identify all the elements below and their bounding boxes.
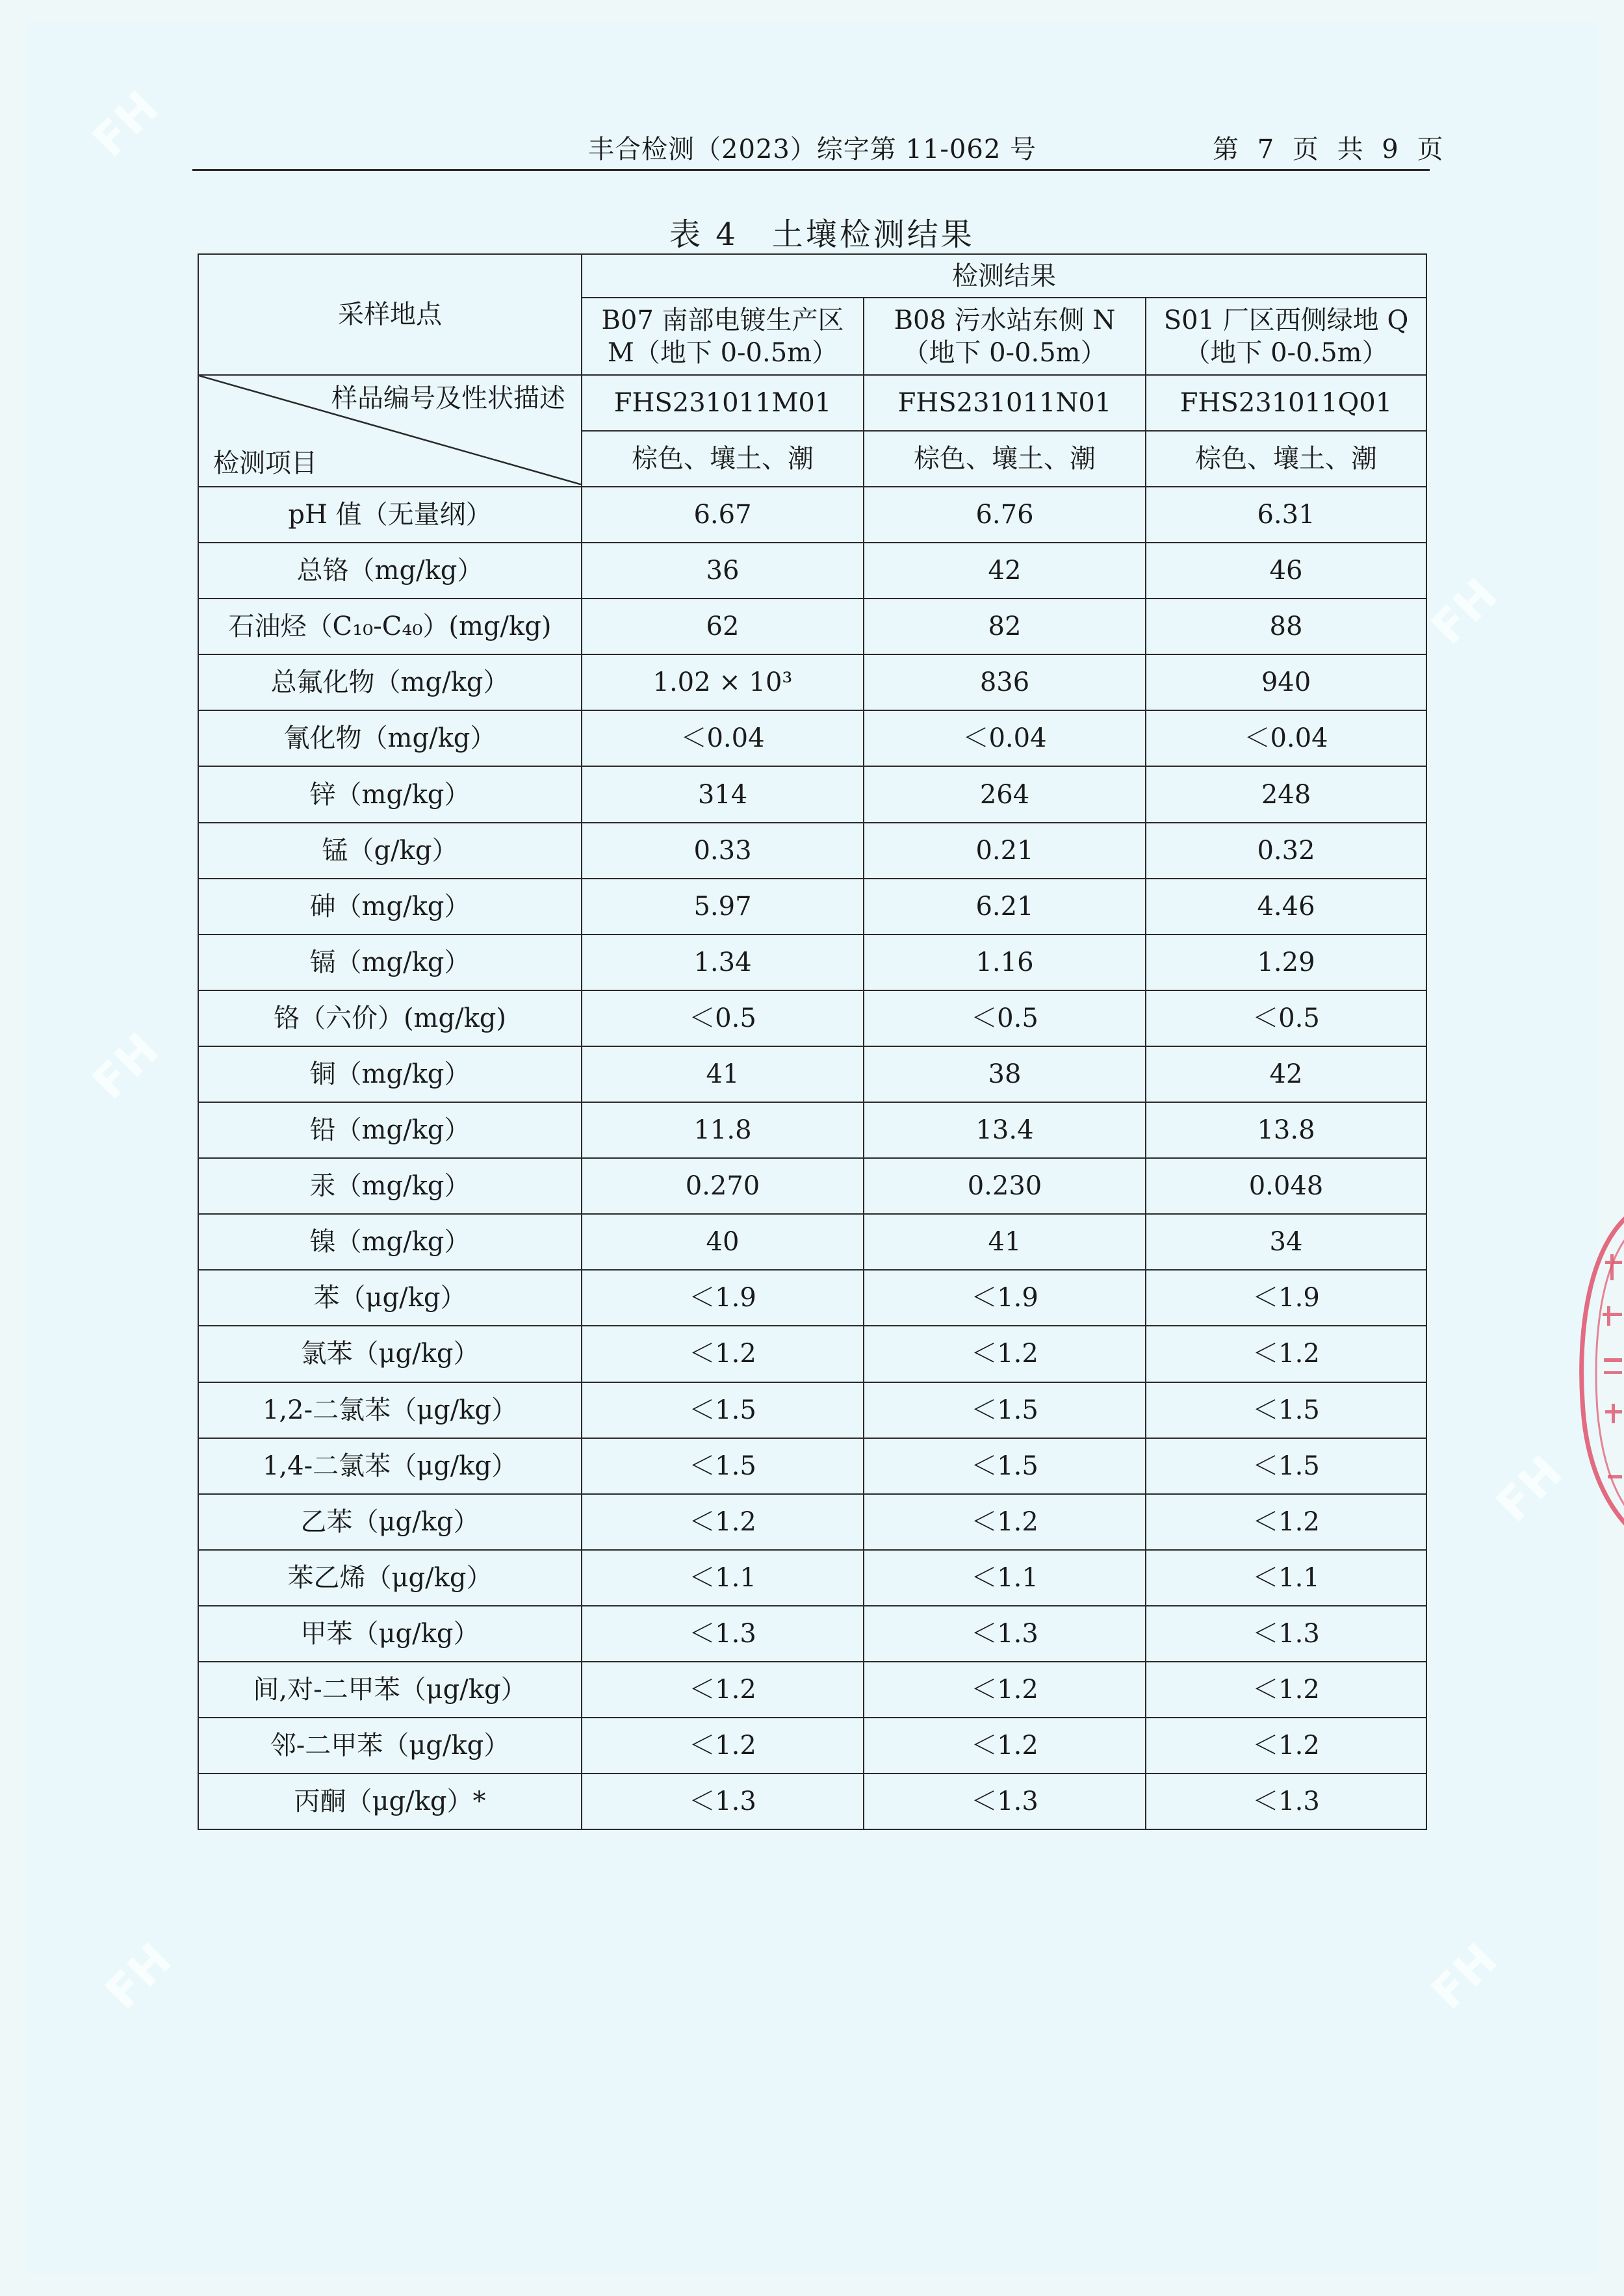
table-row: [198, 1214, 1426, 1270]
result-value-cell: 264: [864, 766, 1146, 822]
result-value-cell: ＜1.2: [1146, 1494, 1426, 1550]
table-row: [198, 1102, 1426, 1158]
result-value-cell: ＜1.5: [582, 1382, 864, 1438]
test-item-cell: 锌（mg/kg）: [198, 766, 582, 822]
table-row: [198, 1438, 1426, 1494]
watermark: FH: [82, 1023, 169, 1110]
table-row: [198, 487, 1426, 543]
result-value-cell: 1.34: [582, 935, 864, 990]
test-item-cell: 氯苯（μg/kg）: [198, 1326, 582, 1382]
result-value-cell: 62: [582, 599, 864, 654]
results-header: 检测结果: [582, 254, 1426, 298]
result-value-cell: 41: [582, 1046, 864, 1102]
result-value-cell: ＜0.04: [864, 710, 1146, 766]
sample-desc-cell: 棕色、壤土、潮: [582, 431, 864, 487]
test-item-cell: 苯（μg/kg）: [198, 1270, 582, 1326]
result-value-cell: 6.76: [864, 487, 1146, 543]
table-row: [198, 823, 1426, 879]
watermark: FH: [82, 81, 169, 168]
sample-desc-cell: 棕色、壤土、潮: [864, 431, 1146, 487]
result-value-cell: 42: [1146, 1046, 1426, 1102]
result-value-cell: 0.32: [1146, 823, 1426, 879]
result-value-cell: 836: [864, 654, 1146, 710]
table-row: [198, 879, 1426, 935]
result-value-cell: ＜1.9: [582, 1270, 864, 1326]
result-value-cell: 6.67: [582, 487, 864, 543]
result-value-cell: 5.97: [582, 879, 864, 935]
location-cell: B07 南部电镀生产区 M（地下 0-0.5m）: [582, 298, 864, 375]
test-item-cell: 锰（g/kg）: [198, 823, 582, 879]
table-row: [198, 599, 1426, 654]
result-value-cell: ＜1.5: [1146, 1438, 1426, 1494]
result-value-cell: 41: [864, 1214, 1146, 1270]
result-value-cell: 82: [864, 599, 1146, 654]
sample-id-cell: FHS231011N01: [864, 375, 1146, 431]
table-row: [198, 710, 1426, 766]
result-value-cell: ＜1.3: [1146, 1774, 1426, 1829]
sampling-location-header: 采样地点: [198, 254, 582, 375]
result-value-cell: ＜1.3: [864, 1774, 1146, 1829]
table-row: [198, 1718, 1426, 1774]
sample-id-cell: FHS231011Q01: [1146, 375, 1426, 431]
result-value-cell: ＜0.04: [582, 710, 864, 766]
result-value-cell: 248: [1146, 766, 1426, 822]
results-table: [198, 253, 1427, 1830]
red-seal-stamp: [1571, 1215, 1624, 1527]
watermark: FH: [95, 1933, 182, 2020]
result-value-cell: ＜0.5: [582, 990, 864, 1046]
result-value-cell: ＜0.5: [864, 990, 1146, 1046]
test-item-cell: 1,2-二氯苯（μg/kg）: [198, 1382, 582, 1438]
result-value-cell: 13.8: [1146, 1102, 1426, 1158]
result-value-cell: 940: [1146, 654, 1426, 710]
test-item-cell: 氰化物（mg/kg）: [198, 710, 582, 766]
result-value-cell: ＜1.5: [864, 1438, 1146, 1494]
result-value-cell: 0.270: [582, 1158, 864, 1214]
result-value-cell: 34: [1146, 1214, 1426, 1270]
test-item-cell: 邻-二甲苯（μg/kg）: [198, 1718, 582, 1774]
table-row: [198, 1774, 1426, 1829]
table-row: [198, 1550, 1426, 1606]
result-value-cell: ＜1.3: [582, 1606, 864, 1662]
test-item-cell: 铜（mg/kg）: [198, 1046, 582, 1102]
result-value-cell: 0.230: [864, 1158, 1146, 1214]
watermark: FH: [1421, 568, 1508, 655]
location-cell: B08 污水站东侧 N（地下 0-0.5m）: [864, 298, 1146, 375]
result-value-cell: 1.02 × 10³: [582, 654, 864, 710]
test-item-cell: 铬（六价）(mg/kg): [198, 990, 582, 1046]
result-value-cell: ＜1.5: [1146, 1382, 1426, 1438]
result-value-cell: 6.31: [1146, 487, 1426, 543]
test-item-cell: 总铬（mg/kg）: [198, 543, 582, 599]
diagonal-header-cell: [198, 375, 582, 487]
result-value-cell: ＜1.1: [864, 1550, 1146, 1606]
location-cell: S01 厂区西侧绿地 Q（地下 0-0.5m）: [1146, 298, 1426, 375]
result-value-cell: 0.048: [1146, 1158, 1426, 1214]
sample-id-header: 样品编号及性状描述: [331, 383, 565, 413]
table-row: [198, 1270, 1426, 1326]
result-value-cell: ＜0.04: [1146, 710, 1426, 766]
result-value-cell: 38: [864, 1046, 1146, 1102]
result-value-cell: ＜1.5: [582, 1438, 864, 1494]
result-value-cell: 4.46: [1146, 879, 1426, 935]
result-value-cell: 0.21: [864, 823, 1146, 879]
table-row: [198, 935, 1426, 990]
page-number: 第 7 页 共 9 页: [1213, 135, 1449, 164]
result-value-cell: 42: [864, 543, 1146, 599]
test-item-cell: 铅（mg/kg）: [198, 1102, 582, 1158]
table-row: [198, 990, 1426, 1046]
result-value-cell: 11.8: [582, 1102, 864, 1158]
result-value-cell: 36: [582, 543, 864, 599]
result-value-cell: 6.21: [864, 879, 1146, 935]
result-value-cell: ＜1.2: [1146, 1718, 1426, 1774]
result-value-cell: ＜1.2: [582, 1326, 864, 1382]
result-value-cell: ＜1.2: [1146, 1662, 1426, 1718]
result-value-cell: 1.29: [1146, 935, 1426, 990]
result-value-cell: ＜1.9: [864, 1270, 1146, 1326]
table-row: [198, 1046, 1426, 1102]
result-value-cell: 0.33: [582, 823, 864, 879]
table-row: [198, 543, 1426, 599]
test-item-cell: 汞（mg/kg）: [198, 1158, 582, 1214]
test-item-cell: 石油烃（C₁₀-C₄₀）(mg/kg): [198, 599, 582, 654]
sample-id-cell: FHS231011M01: [582, 375, 864, 431]
test-item-cell: 丙酮（μg/kg）*: [198, 1774, 582, 1829]
result-value-cell: ＜1.3: [582, 1774, 864, 1829]
result-value-cell: ＜1.1: [582, 1550, 864, 1606]
test-item-cell: pH 值（无量纲）: [198, 487, 582, 543]
table-row: [198, 1662, 1426, 1718]
result-value-cell: 46: [1146, 543, 1426, 599]
header-divider: [192, 169, 1430, 171]
test-item-cell: 甲苯（μg/kg）: [198, 1606, 582, 1662]
test-item-cell: 总氟化物（mg/kg）: [198, 654, 582, 710]
result-value-cell: ＜1.2: [864, 1718, 1146, 1774]
result-value-cell: ＜1.3: [1146, 1606, 1426, 1662]
table-row: [198, 654, 1426, 710]
sample-desc-cell: 棕色、壤土、潮: [1146, 431, 1426, 487]
test-item-cell: 1,4-二氯苯（μg/kg）: [198, 1438, 582, 1494]
result-value-cell: 40: [582, 1214, 864, 1270]
result-value-cell: ＜1.2: [582, 1494, 864, 1550]
test-item-cell: 乙苯（μg/kg）: [198, 1494, 582, 1550]
test-item-cell: 砷（mg/kg）: [198, 879, 582, 935]
result-value-cell: 1.16: [864, 935, 1146, 990]
test-item-cell: 苯乙烯（μg/kg）: [198, 1550, 582, 1606]
result-value-cell: 13.4: [864, 1102, 1146, 1158]
test-item-cell: 镍（mg/kg）: [198, 1214, 582, 1270]
table-row: [198, 1382, 1426, 1438]
table-title: 表 4 土壤检测结果: [669, 216, 975, 253]
result-value-cell: 88: [1146, 599, 1426, 654]
table-row: [198, 1606, 1426, 1662]
result-value-cell: ＜1.2: [864, 1662, 1146, 1718]
test-item-cell: 间,对-二甲苯（μg/kg）: [198, 1662, 582, 1718]
result-value-cell: ＜1.2: [582, 1718, 864, 1774]
result-value-cell: 314: [582, 766, 864, 822]
report-number: 丰合检测（2023）综字第 11-062 号: [588, 135, 1037, 164]
result-value-cell: ＜1.2: [864, 1494, 1146, 1550]
result-value-cell: ＜1.2: [864, 1326, 1146, 1382]
result-value-cell: ＜1.3: [864, 1606, 1146, 1662]
result-value-cell: ＜0.5: [1146, 990, 1426, 1046]
result-value-cell: ＜1.2: [1146, 1326, 1426, 1382]
test-item-header: 检测项目: [213, 448, 317, 478]
watermark: FH: [1486, 1445, 1573, 1532]
result-value-cell: ＜1.1: [1146, 1550, 1426, 1606]
result-value-cell: ＜1.9: [1146, 1270, 1426, 1326]
table-row: [198, 1158, 1426, 1214]
result-value-cell: ＜1.2: [582, 1662, 864, 1718]
watermark: FH: [1421, 1933, 1508, 2020]
table-row: [198, 766, 1426, 822]
result-value-cell: ＜1.5: [864, 1382, 1146, 1438]
table-row: [198, 1494, 1426, 1550]
test-item-cell: 镉（mg/kg）: [198, 935, 582, 990]
table-row: [198, 1326, 1426, 1382]
